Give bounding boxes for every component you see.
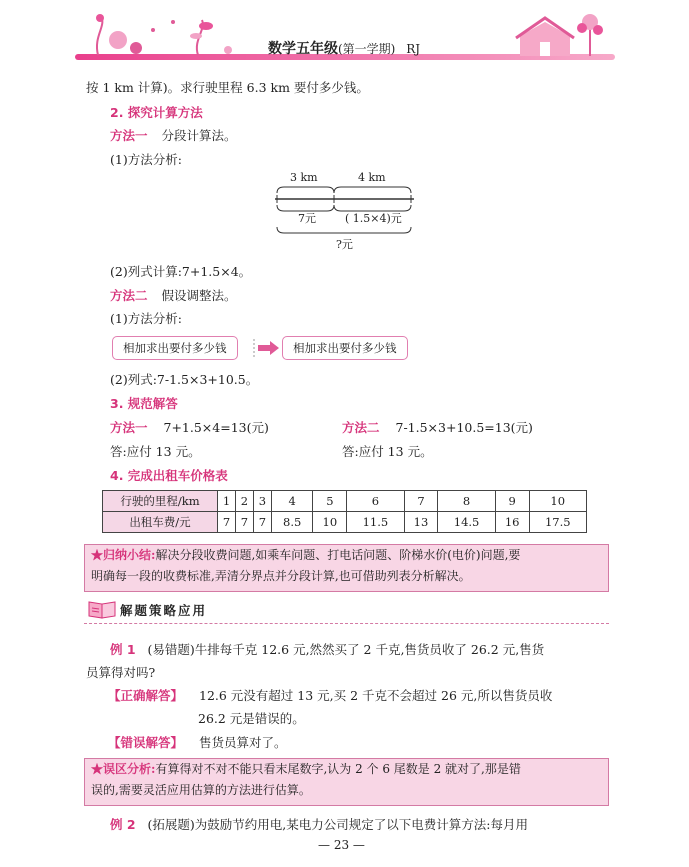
correct-text2: 26.2 元是错误的。 [198, 711, 305, 726]
analysis2-label: (1)方法分析: [110, 311, 182, 326]
page-header [268, 38, 420, 58]
diagram-seg1-top: 3 km [290, 171, 318, 184]
mistake-text1: 有算得对不对不能只看末尾数字,认为 2 个 6 尾数是 2 就对了,那是错 [155, 762, 521, 776]
summary-text1: 解决分段收费问题,如乘车问题、打电话问题、阶梯水价(电价)问题,要 [155, 548, 521, 562]
section3-heading: 3. 规范解答 [110, 396, 178, 411]
mistake-box [84, 758, 609, 806]
summary-box [84, 544, 609, 592]
section3-m2-expr: 7-1.5×3+10.5=13(元) [395, 420, 533, 435]
table-cell: 7 [253, 512, 271, 533]
arrow-right-icon [252, 337, 282, 359]
table-cell: 1 [218, 491, 236, 512]
example1-text1: (易错题)牛排每千克 12.6 元,然然买了 2 千克,售货员收了 26.2 元,售货 [147, 642, 545, 657]
summary-text2: 明确每一段的收费标准,弄清分界点并分段计算,也可借助列表分析解决。 [91, 569, 471, 583]
table-cell: 7 [404, 491, 438, 512]
method1-label: 方法一 [110, 128, 148, 143]
table-cell: 10 [313, 512, 347, 533]
example1-line1 [110, 640, 544, 658]
example2-line [110, 815, 528, 833]
section3-m2-label: 方法二 [342, 420, 380, 435]
correct-label: 【正确解答】 [108, 688, 184, 703]
table-cell: 17.5 [529, 512, 587, 533]
table-cell: 11.5 [347, 512, 404, 533]
diagram-total: ?元 [336, 238, 353, 251]
table-cell: 2 [235, 491, 253, 512]
open-book-icon [86, 598, 120, 622]
flow-box-right: 相加求出要付多少钱 [282, 336, 408, 360]
section3-m1-label: 方法一 [110, 420, 148, 435]
table-cell: 6 [347, 491, 404, 512]
mistake-line1 [91, 759, 602, 780]
header-edition: RJ [406, 42, 421, 56]
section3-method1 [110, 418, 269, 436]
header-subtitle: (第一学期) [338, 42, 396, 56]
table-row [103, 512, 587, 533]
header-title: 数学五年级 [268, 41, 338, 57]
method2-line [110, 286, 237, 304]
correct-answer-line1 [108, 686, 552, 704]
example1-label: 例 1 [110, 642, 136, 657]
correct-text1: 12.6 元没有超过 13 元,买 2 千克不会超过 26 元,所以售货员收 [199, 688, 553, 703]
example2-text: (拓展题)为鼓励节约用电,某电力公司规定了以下电费计算方法:每月用 [147, 817, 528, 832]
table-cell: 8.5 [271, 512, 313, 533]
table-row [103, 491, 587, 512]
section3-m1-answer: 答:应付 13 元。 [110, 444, 201, 459]
diagram-seg1-bottom: 7元 [298, 212, 316, 225]
example2-label: 例 2 [110, 817, 136, 832]
summary-line1 [91, 545, 602, 566]
section3-method2 [342, 418, 533, 436]
wrong-answer-line [108, 733, 287, 751]
table-cell: 13 [404, 512, 438, 533]
table-cell: 10 [529, 491, 587, 512]
formula2: (2)列式:7-1.5×3+10.5。 [110, 372, 259, 387]
intro-line: 按 1 km 计算)。求行驶里程 6.3 km 要付多少钱。 [86, 80, 369, 95]
table-cell: 5 [313, 491, 347, 512]
table-cell: 7 [235, 512, 253, 533]
mistake-text2: 误的,需要灵活应用估算的方法进行估算。 [91, 783, 311, 797]
strategy-heading: 解题策略应用 [120, 603, 208, 618]
section3-m1-expr: 7+1.5×4=13(元) [163, 420, 269, 435]
section2-heading: 2. 探究计算方法 [110, 105, 203, 120]
table-cell: 7 [218, 512, 236, 533]
strategy-divider [84, 623, 609, 624]
wrong-label: 【错误解答】 [108, 735, 184, 750]
decorative-flowers-icon [78, 10, 238, 60]
wrong-text: 售货员算对了。 [199, 735, 287, 750]
section3-m2-answer: 答:应付 13 元。 [342, 444, 433, 459]
table-cell: 16 [495, 512, 529, 533]
summary-label: ★归纳小结: [91, 548, 156, 562]
example1-text2: 员算得对吗? [86, 665, 156, 680]
analysis1-label: (1)方法分析: [110, 152, 182, 167]
method2-name: 假设调整法。 [161, 288, 237, 303]
section4-heading: 4. 完成出租车价格表 [110, 468, 228, 483]
table-cell: 3 [253, 491, 271, 512]
decorative-house-icon [500, 8, 610, 60]
formula1: (2)列式计算:7+1.5×4。 [110, 264, 252, 279]
method1-name: 分段计算法。 [161, 128, 237, 143]
table-cell: 8 [438, 491, 495, 512]
page-number: — 23 — [318, 838, 365, 852]
flow-box-left: 相加求出要付多少钱 [112, 336, 238, 360]
table-cell: 9 [495, 491, 529, 512]
method2-label: 方法二 [110, 288, 148, 303]
table-cell: 14.5 [438, 512, 495, 533]
mistake-label: ★误区分析: [91, 762, 156, 776]
taxi-price-table [102, 490, 587, 533]
method1-line [110, 126, 237, 144]
row2-label: 出租车费/元 [103, 512, 218, 533]
diagram-seg2-bottom: ( 1.5×4)元 [345, 212, 402, 225]
diagram-seg2-top: 4 km [358, 171, 386, 184]
table-cell: 4 [271, 491, 313, 512]
row1-label: 行驶的里程/km [103, 491, 218, 512]
